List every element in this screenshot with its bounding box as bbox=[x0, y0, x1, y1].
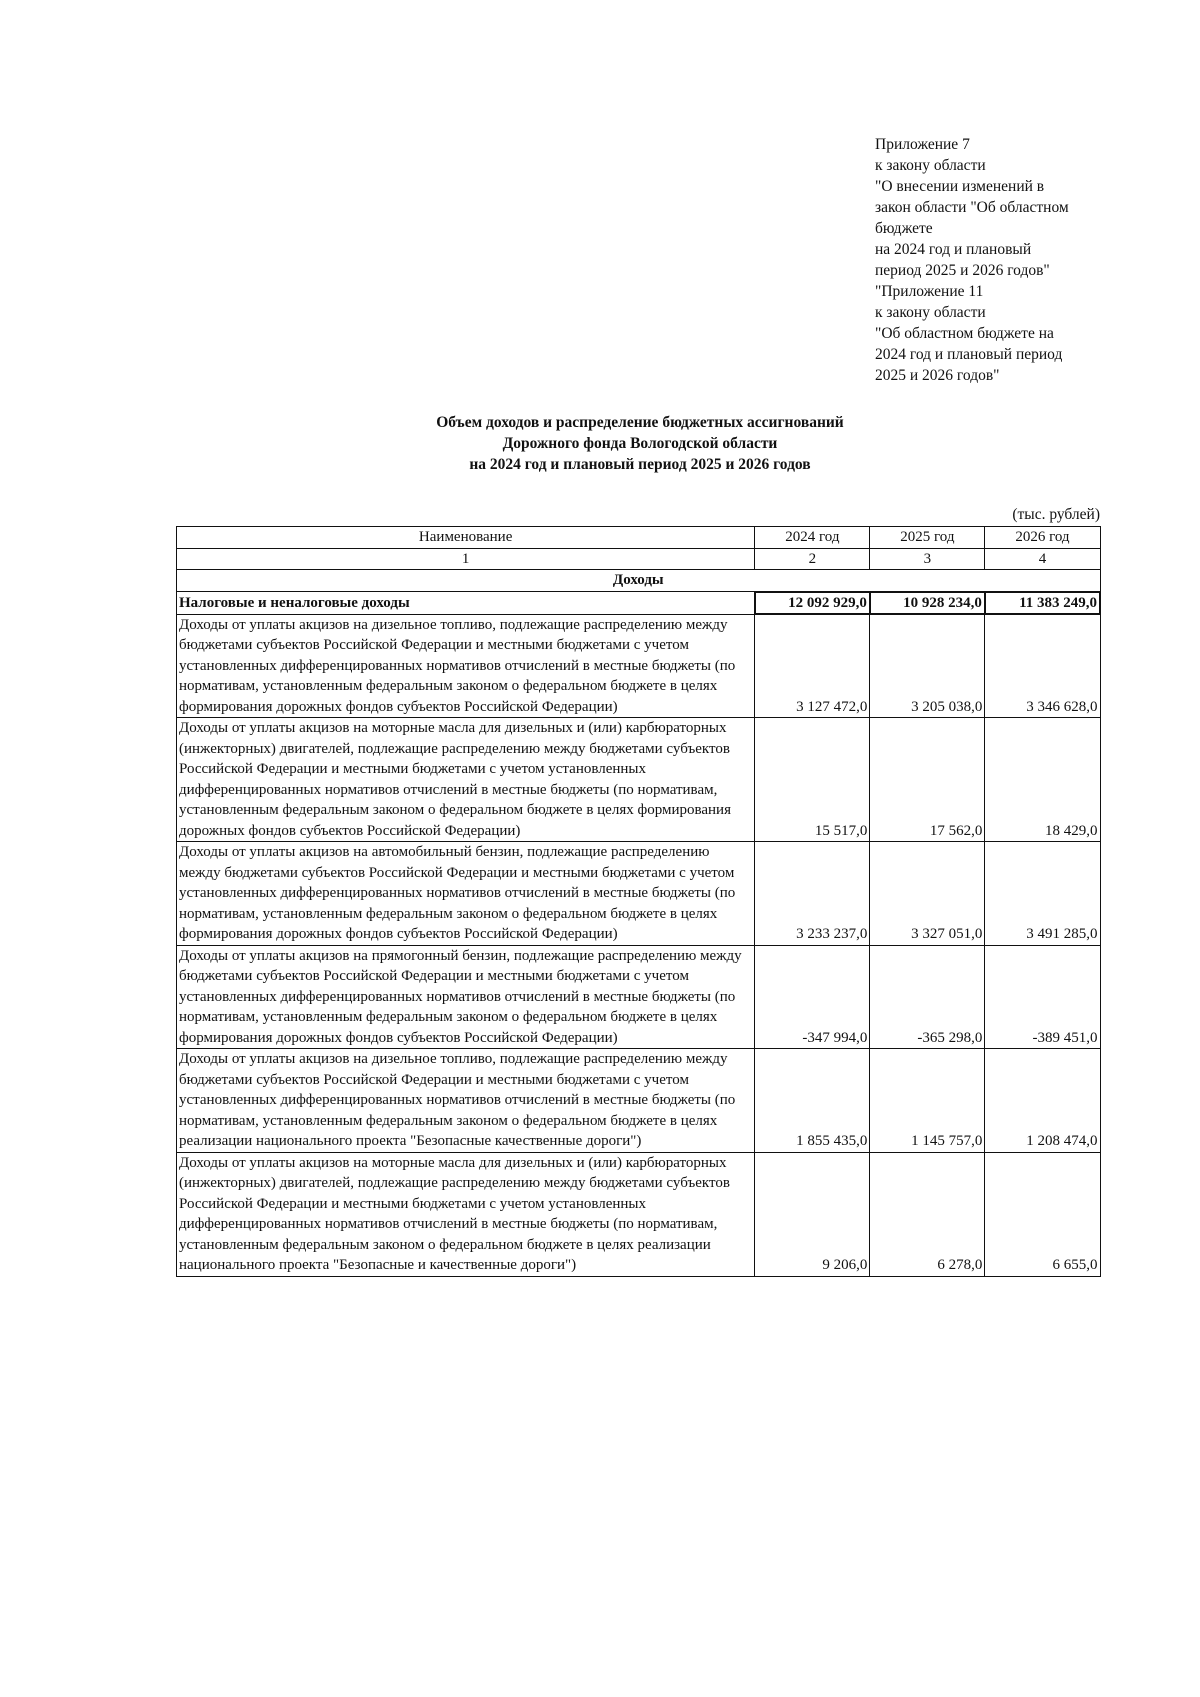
total-2026: 11 383 249,0 bbox=[985, 592, 1100, 615]
appendix-line: к закону области bbox=[875, 304, 986, 321]
appendix-line: "Об областном бюджете на bbox=[875, 325, 1054, 342]
index-cell: 3 bbox=[870, 548, 985, 570]
row-2026: 3 346 628,0 bbox=[985, 614, 1100, 718]
row-2024: 9 206,0 bbox=[755, 1152, 870, 1276]
appendix-line: период 2025 и 2026 годов" bbox=[875, 262, 1050, 279]
appendix-line: 2024 год и плановый период bbox=[875, 346, 1063, 363]
header-row bbox=[177, 527, 1101, 549]
table-row bbox=[177, 718, 1101, 842]
row-2024: 15 517,0 bbox=[755, 718, 870, 842]
row-2026: 1 208 474,0 bbox=[985, 1049, 1100, 1153]
section-row-income bbox=[177, 570, 1101, 592]
row-name: Доходы от уплаты акцизов на моторные масла для дизельных и (или) карбюраторных (инжекторных) двигателей, подлежащие распределению между бюджетами субъектов Российской Федерации и местными бюджетами с учетом установленных дифференцированных нормативов отчислений в местные бюджеты (по нормативам, установленным федеральным законом о федеральном бюджете в целях реализации национального проекта "Безопасные и качественные дороги") bbox=[177, 1152, 755, 1276]
table-row bbox=[177, 842, 1101, 946]
table-row bbox=[177, 614, 1101, 718]
title-line-2: Дорожного фонда Вологодской области bbox=[502, 435, 778, 452]
row-name: Доходы от уплаты акцизов на прямогонный бензин, подлежащие распределению между бюджетами субъектов Российской Федерации и местными бюджетами с учетом установленных дифференцированных нормативов отчислений в местные бюджеты (по нормативам, установленным федеральным законом о федеральном бюджете в целях формирования дорожных фондов субъектов Российской Федерации) bbox=[177, 945, 755, 1049]
row-2025: 17 562,0 bbox=[870, 718, 985, 842]
header-2024: 2024 год bbox=[755, 527, 870, 549]
budget-table bbox=[176, 526, 1101, 1277]
row-name: Доходы от уплаты акцизов на дизельное топливо, подлежащие распределению между бюджетами субъектов Российской Федерации и местными бюджетами с учетом установленных дифференцированных нормативов отчислений в местные бюджеты (по нормативам, установленным федеральным законом о федеральном бюджете в целях реализации национального проекта "Безопасные качественные дороги") bbox=[177, 1049, 755, 1153]
appendix-line: "О внесении изменений в bbox=[875, 178, 1045, 195]
row-2025: 3 327 051,0 bbox=[870, 842, 985, 946]
table-row bbox=[177, 1049, 1101, 1153]
row-name: Доходы от уплаты акцизов на моторные масла для дизельных и (или) карбюраторных (инжекторных) двигателей, подлежащие распределению между бюджетами субъектов Российской Федерации и местными бюджетами с учетом установленных дифференцированных нормативов отчислений в местные бюджеты (по нормативам, установленным федеральным законом о федеральном бюджете в целях формирования дорожных фондов субъектов Российской Федерации) bbox=[177, 718, 755, 842]
row-2026: 18 429,0 bbox=[985, 718, 1100, 842]
row-2024: 3 233 237,0 bbox=[755, 842, 870, 946]
index-cell: 2 bbox=[755, 548, 870, 570]
total-2024: 12 092 929,0 bbox=[755, 592, 870, 615]
row-2025: 6 278,0 bbox=[870, 1152, 985, 1276]
row-2024: 1 855 435,0 bbox=[755, 1049, 870, 1153]
row-2026: 3 491 285,0 bbox=[985, 842, 1100, 946]
row-2024: 3 127 472,0 bbox=[755, 614, 870, 718]
row-2025: 1 145 757,0 bbox=[870, 1049, 985, 1153]
appendix-reference bbox=[875, 134, 1115, 386]
section-label: Доходы bbox=[177, 570, 1101, 592]
row-name: Доходы от уплаты акцизов на дизельное топливо, подлежащие распределению между бюджетами субъектов Российской Федерации и местными бюджетами с учетом установленных дифференцированных нормативов отчислений в местные бюджеты (по нормативам, установленным федеральным законом о федеральном бюджете в целях формирования дорожных фондов субъектов Российской Федерации) bbox=[177, 614, 755, 718]
row-2024: -347 994,0 bbox=[755, 945, 870, 1049]
row-2026: 6 655,0 bbox=[985, 1152, 1100, 1276]
row-name: Доходы от уплаты акцизов на автомобильный бензин, подлежащие распределению между бюджетами субъектов Российской Федерации и местными бюджетами с учетом установленных дифференцированных нормативов отчислений в местные бюджеты (по нормативам, установленным федеральным законом о федеральном бюджете в целях формирования дорожных фондов субъектов Российской Федерации) bbox=[177, 842, 755, 946]
row-2026: -389 451,0 bbox=[985, 945, 1100, 1049]
row-2025: -365 298,0 bbox=[870, 945, 985, 1049]
index-cell: 4 bbox=[985, 548, 1100, 570]
appendix-line: к закону области bbox=[875, 157, 986, 174]
header-2025: 2025 год bbox=[870, 527, 985, 549]
title-line-1: Объем доходов и распределение бюджетных ассигнований bbox=[436, 414, 844, 431]
table-row bbox=[177, 945, 1101, 1049]
index-row bbox=[177, 548, 1101, 570]
title-line-3: на 2024 год и плановый период 2025 и 2026 годов bbox=[469, 456, 811, 473]
appendix-line: бюджете bbox=[875, 220, 933, 237]
appendix-line: закон области "Об областном bbox=[875, 199, 1069, 216]
row-2025: 3 205 038,0 bbox=[870, 614, 985, 718]
header-2026: 2026 год bbox=[985, 527, 1100, 549]
appendix-line: Приложение 7 bbox=[875, 136, 970, 153]
appendix-line: на 2024 год и плановый bbox=[875, 241, 1032, 258]
document-title bbox=[200, 412, 1080, 475]
units-label: (тыс. рублей) bbox=[1012, 506, 1100, 523]
header-name: Наименование bbox=[177, 527, 755, 549]
total-name: Налоговые и неналоговые доходы bbox=[177, 592, 755, 615]
index-cell: 1 bbox=[177, 548, 755, 570]
appendix-line: 2025 и 2026 годов" bbox=[875, 367, 1000, 384]
table-row bbox=[177, 1152, 1101, 1276]
total-2025: 10 928 234,0 bbox=[870, 592, 985, 615]
total-row bbox=[177, 592, 1101, 615]
appendix-line: "Приложение 11 bbox=[875, 283, 984, 300]
